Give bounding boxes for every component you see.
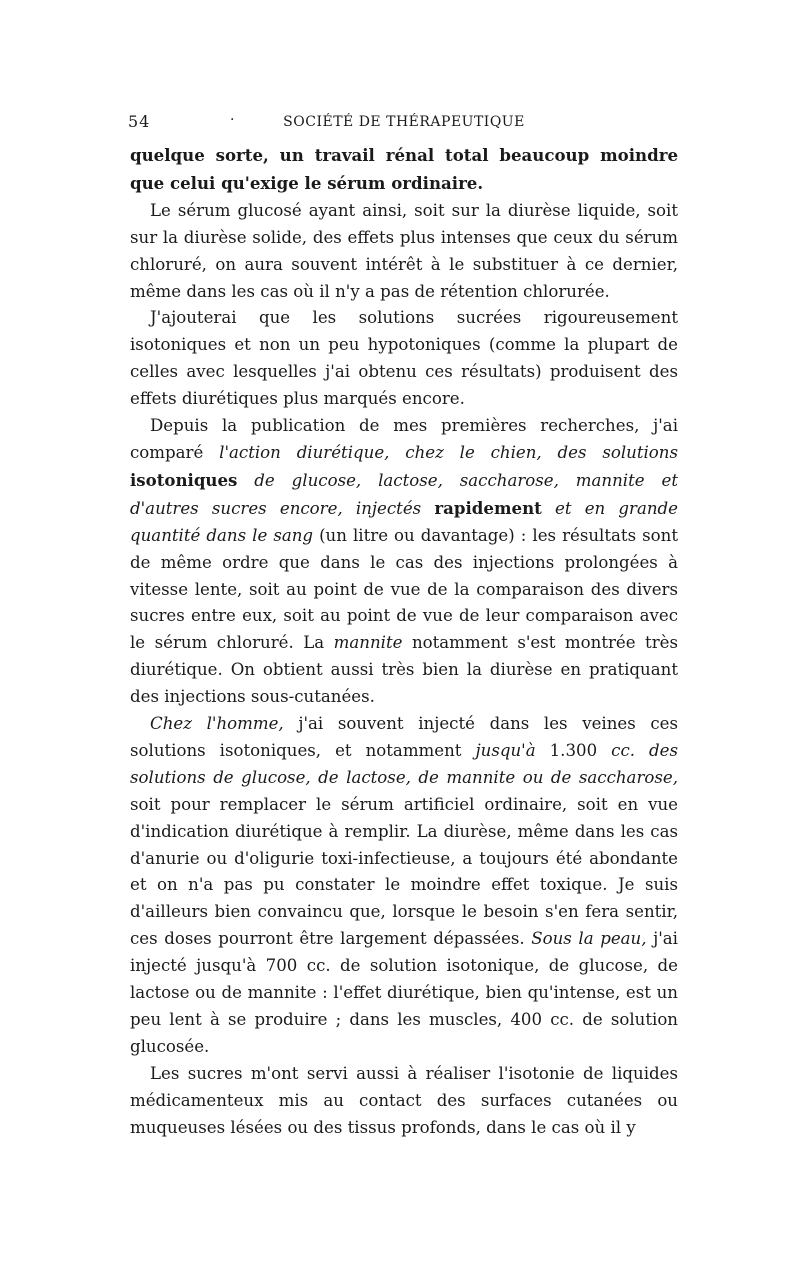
text-run: de glucose, lactose, saccharose, mannite et d'autres sucres encore, injectés — [130, 470, 678, 518]
paragraph — [130, 711, 678, 1061]
text-run: rapidement — [434, 497, 542, 518]
text-run: et en grande quantité dans le sang — [130, 498, 678, 545]
text-run: 1.300 — [535, 740, 612, 760]
text-run: isotoniques — [130, 469, 238, 490]
text-run: Les sucres m'ont servi aussi à réaliser l'isotonie de liquides médicamenteux mis au contact des surfaces cutanées ou muqueuses lésées ou des tissus profonds, dans le cas où il y — [130, 1063, 678, 1137]
text-run: J'ajouterai que les solutions sucrées rigoureusement isotoniques et non un peu hypotoniques (comme la plupart de celles avec lesquelles j'ai obtenu ces résultats) produisent des effets diurétiques plus marqués encore. — [130, 308, 678, 409]
header-separator: · — [230, 112, 236, 128]
text-run: quelque sorte, un travail rénal total beaucoup moindre que celui qu'exige le sérum ordinaire. — [130, 145, 678, 193]
paragraph — [130, 142, 678, 198]
text-run: Depuis la publication de mes premières recherches, j'ai comparé — [130, 416, 678, 462]
text-run: notamment s'est montrée très diurétique. On obtient aussi très bien la diurèse en pratiquant des injections sous-cutanées. — [130, 633, 678, 707]
text-run: j'ai injecté jusqu'à 700 cc. de solution isotonique, de glucose, de lactose ou de mannite : l'effet diurétique, bien qu'intense, est un peu lent à se produire ; dans les muscles, 400 cc. de solution glucosée. — [130, 929, 678, 1056]
text-run: j'ai souvent injecté dans les veines ces solutions isotoniques, et notamment — [130, 714, 678, 760]
running-title: SOCIÉTÉ DE THÉRAPEUTIQUE — [283, 114, 525, 130]
body-text — [130, 142, 678, 1142]
page-header — [130, 112, 678, 138]
paragraph — [130, 1061, 678, 1142]
paragraph — [130, 413, 678, 711]
text-run: Chez l'homme, — [150, 714, 284, 734]
text-run: l'action diurétique, chez le chien, des solutions — [219, 442, 678, 462]
text-run: Sous la peau, — [531, 929, 647, 949]
text-run: jusqu'à — [475, 740, 536, 760]
text-run: (un litre ou davantage) : les résultats sont de même ordre que dans le cas des injections prolongées à vitesse lente, soit au point de vue de la comparaison des divers sucres entre eux, soit au point de vue de leur comparaison avec le sérum chloruré. La — [130, 525, 678, 653]
page-number: 54 — [128, 112, 151, 131]
paragraph — [130, 305, 678, 413]
paragraph — [130, 198, 678, 306]
text-run: mannite — [333, 633, 403, 653]
text-run: cc. des solutions de glucose, de lactose, de mannite ou de saccharose, — [130, 740, 678, 787]
text-run: Le sérum glucosé ayant ainsi, soit sur la diurèse liquide, soit sur la diurèse solide, des effets plus intenses que ceux du sérum chloruré, on aura souvent intérêt à le substituer à ce dernier, même dans les cas où il n'y a pas de rétention chlorurée. — [130, 200, 678, 301]
book-page — [130, 112, 678, 1142]
text-run: soit pour remplacer le sérum artificiel ordinaire, soit en vue d'indication diurétique à remplir. La diurèse, même dans les cas d'anurie ou d'oligurie toxi-infectieuse, a toujours été abondante et on n'a pas pu constater le moindre effet toxique. Je suis d'ailleurs bien convaincu que, lorsque le besoin s'en fera sentir, ces doses pourront être largement dépassées. — [130, 794, 678, 949]
